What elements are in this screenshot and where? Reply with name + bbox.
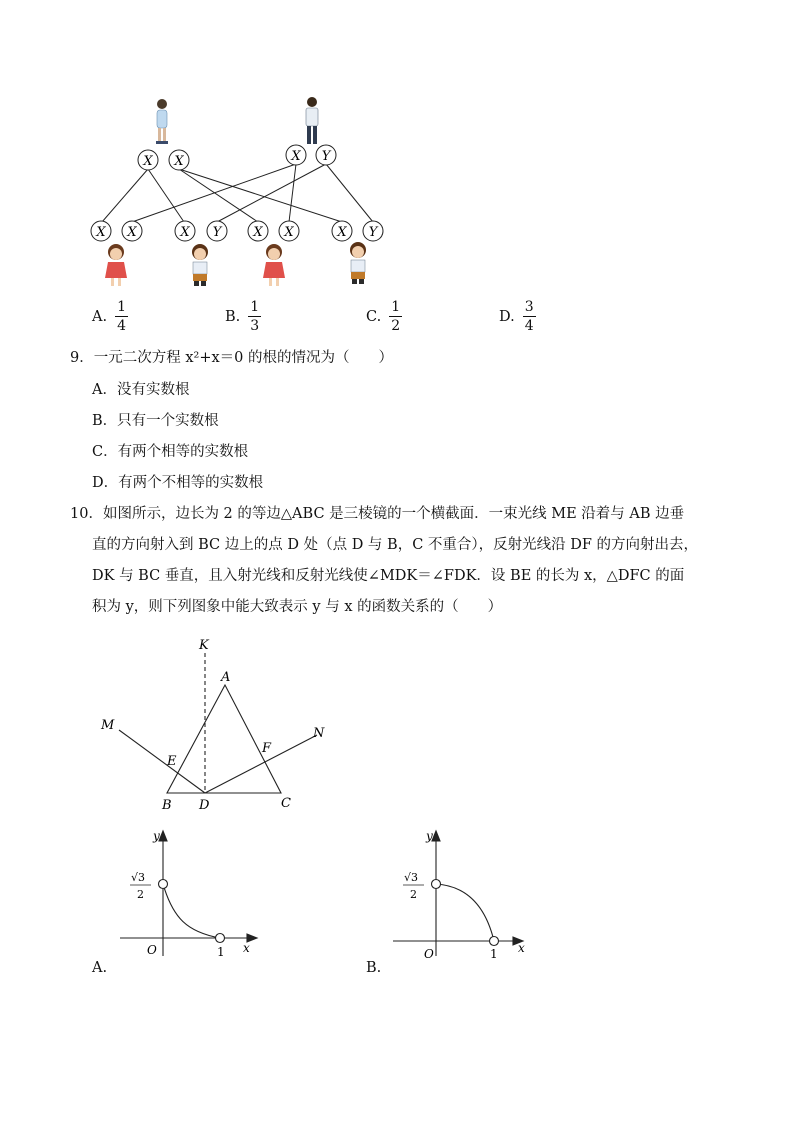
- option-fraction: $\frac{3}{4}$: [524, 299, 534, 334]
- boy-figure-icon: [350, 242, 366, 284]
- option-label: C.: [366, 308, 382, 325]
- gene-label: X: [127, 225, 137, 240]
- open-point: [490, 937, 499, 946]
- q8-option-c[interactable]: [366, 300, 402, 333]
- label-k: K: [199, 638, 209, 653]
- q10-line-4: 积为 y，则下列图象中能大致表示 y 与 x 的函数关系的（ ）: [92, 599, 503, 615]
- option-label: B.: [225, 308, 241, 325]
- q8-option-a[interactable]: [92, 300, 128, 333]
- y-tick-denominator: 2: [137, 888, 144, 901]
- q9-option-b[interactable]: B．只有一个实数根: [92, 413, 219, 429]
- inheritance-lines: [102, 164, 373, 222]
- q10-line-1: 10．如图所示，边长为 2 的等边△ABC 是三棱镜的一个横截面．一束光线 ME 沿着与 AB 边垂: [70, 506, 685, 522]
- x-axis-label: x: [243, 941, 250, 955]
- genetics-diagram: [80, 92, 400, 292]
- x-tick-label: 1: [490, 947, 498, 961]
- origin-label: O: [147, 943, 157, 957]
- prism-diagram: [95, 635, 345, 815]
- x-axis-label: x: [518, 941, 525, 955]
- option-fraction: $\frac{1}{2}$: [391, 299, 401, 334]
- option-label: D.: [499, 308, 515, 325]
- y-tick-numerator: √3: [404, 871, 419, 884]
- label-d: D: [199, 798, 210, 813]
- q9-stem: 9．一元二次方程 x²+x＝0 的根的情况为（ ）: [70, 350, 393, 366]
- q9-option-a[interactable]: A．没有实数根: [92, 382, 190, 398]
- q8-option-d[interactable]: [499, 300, 536, 333]
- girl-figure-icon: [105, 244, 127, 286]
- label-n: N: [313, 726, 325, 741]
- mother-figure-icon: [156, 99, 168, 144]
- y-tick-numerator: √3: [131, 871, 146, 884]
- gene-label: X: [180, 225, 190, 240]
- gene-label: X: [96, 225, 106, 240]
- gene-label: X: [337, 225, 347, 240]
- girl-figure-icon: [263, 244, 285, 286]
- graph-b: [388, 828, 538, 963]
- curve-a: [163, 884, 220, 938]
- reflected-ray: [205, 735, 317, 793]
- graph-a: [115, 828, 265, 963]
- label-f: F: [262, 741, 272, 756]
- y-axis-label: y: [426, 829, 433, 843]
- q8-option-b[interactable]: [225, 300, 261, 333]
- curve-b: [436, 884, 494, 941]
- gene-label: X: [284, 225, 294, 240]
- open-point: [216, 934, 225, 943]
- option-fraction: $\frac{1}{3}$: [250, 299, 260, 334]
- graph-a-option-label[interactable]: A.: [92, 960, 108, 976]
- open-point: [159, 880, 168, 889]
- q9-option-c[interactable]: C．有两个相等的实数根: [92, 444, 249, 460]
- origin-label: O: [424, 947, 434, 961]
- option-fraction: $\frac{1}{4}$: [117, 299, 127, 334]
- q9-option-d[interactable]: D．有两个不相等的实数根: [92, 475, 264, 491]
- x-tick-label: 1: [217, 945, 225, 959]
- q10-line-3: DK 与 BC 垂直，且入射光线和反射光线使∠MDK＝∠FDK．设 BE 的长为 x，△DFC 的面: [92, 568, 685, 584]
- gene-label: X: [253, 225, 263, 240]
- gene-label: Y: [368, 225, 378, 240]
- gene-label: Y: [321, 149, 331, 164]
- triangle-abc: [167, 685, 281, 793]
- gene-label: X: [143, 154, 153, 169]
- label-a: A: [221, 670, 231, 685]
- option-label: A.: [92, 308, 108, 325]
- father-figure-icon: [306, 97, 318, 144]
- graph-b-option-label[interactable]: B.: [366, 960, 382, 976]
- y-axis-label: y: [153, 829, 160, 843]
- boy-figure-icon: [192, 244, 208, 286]
- y-axis-arrow-icon: [159, 831, 167, 841]
- label-m: M: [101, 718, 115, 733]
- open-point: [432, 880, 441, 889]
- y-tick-denominator: 2: [410, 888, 417, 901]
- y-axis-arrow-icon: [432, 831, 440, 841]
- gene-label: Y: [212, 225, 222, 240]
- incident-ray: [119, 730, 205, 793]
- gene-label: X: [291, 149, 301, 164]
- label-c: C: [281, 796, 291, 811]
- gene-label: X: [174, 154, 184, 169]
- q10-line-2: 直的方向射入到 BC 边上的点 D 处（点 D 与 B，C 不重合），反射光线沿 DF 的方向射出去，: [92, 537, 699, 553]
- label-e: E: [167, 754, 177, 769]
- label-b: B: [162, 798, 172, 813]
